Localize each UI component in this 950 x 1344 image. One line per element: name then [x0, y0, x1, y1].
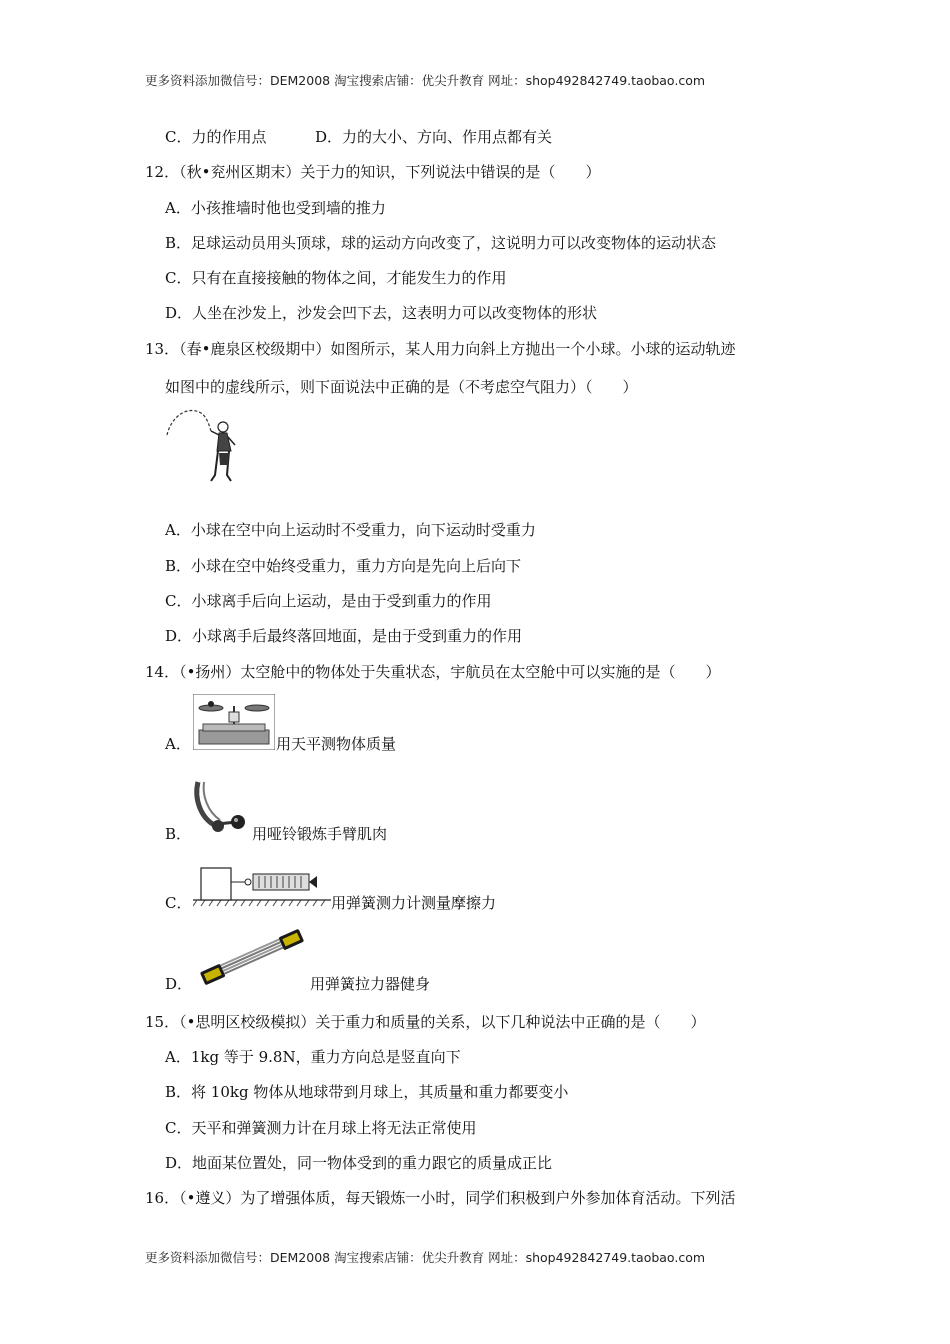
balance-scale-image [193, 694, 275, 750]
q12-stem: 12．（秋•兖州区期末）关于力的知识，下列说法中错误的是（ ） [145, 163, 601, 181]
q15-stem: 15．（•思明区校级模拟）关于重力和质量的关系，以下几种说法中正确的是（ ） [145, 1013, 706, 1031]
q11-option-d: D．力的大小、方向、作用点都有关 [315, 128, 553, 146]
q14-option-b-letter: B． [165, 825, 192, 843]
q14-option-b-text: 用哑铃锻炼手臂肌肉 [252, 825, 388, 843]
q13-option-d: D．小球离手后最终落回地面，是由于受到重力的作用 [165, 627, 523, 645]
q14-option-d-letter: D． [165, 975, 193, 993]
q13-option-c: C．小球离手后向上运动，是由于受到重力的作用 [165, 592, 492, 610]
q11-option-c: C．力的作用点 [165, 128, 267, 146]
q14-option-a-text: 用天平测物体质量 [276, 735, 397, 753]
q13-stem-line2: 如图中的虚线所示，则下面说法中正确的是（不考虑空气阻力）（ ） [165, 378, 638, 396]
q15-option-b: B．将 10kg 物体从地球带到月球上，其质量和重力都要变小 [165, 1083, 569, 1101]
q13-option-b: B．小球在空中始终受重力，重力方向是先向上后向下 [165, 557, 522, 575]
q14-stem: 14．（•扬州）太空舱中的物体处于失重状态，宇航员在太空舱中可以实施的是（ ） [145, 663, 721, 681]
q12-option-a: A．小孩推墙时他也受到墙的推力 [165, 199, 386, 217]
q13-stem-line1: 13．（春•鹿泉区校级期中）如图所示，某人用力向斜上方抛出一个小球。小球的运动轨迹 [145, 340, 736, 358]
q12-option-b: B．足球运动员用头顶球，球的运动方向改变了，这说明力可以改变物体的运动状态 [165, 234, 717, 252]
page-header: 更多资料添加微信号：DEM2008 淘宝搜索店铺：优尖升教育 网址：shop492842749.taobao.com [145, 73, 706, 88]
q16-stem: 16．（•遵义）为了增强体质，每天锻炼一小时，同学们积极到户外参加体育活动。下列活 [145, 1189, 736, 1207]
q13-option-a: A．小球在空中向上运动时不受重力，向下运动时受重力 [165, 521, 536, 539]
q15-option-c: C．天平和弹簧测力计在月球上将无法正常使用 [165, 1119, 477, 1137]
q14-option-a-letter: A． [165, 735, 191, 753]
q14-option-d-text: 用弹簧拉力器健身 [310, 975, 431, 993]
chest-expander-image [196, 924, 308, 990]
q15-option-a: A．1kg 等于 9.8N，重力方向总是竖直向下 [165, 1048, 461, 1066]
q12-option-d: D．人坐在沙发上，沙发会凹下去，这表明力可以改变物体的形状 [165, 304, 598, 322]
dumbbell-arm-image [190, 778, 250, 840]
spring-scale-friction-image [193, 862, 331, 910]
q12-option-c: C．只有在直接接触的物体之间，才能发生力的作用 [165, 269, 507, 287]
q14-option-c-text: 用弹簧测力计测量摩擦力 [331, 894, 497, 912]
page-footer: 更多资料添加微信号：DEM2008 淘宝搜索店铺：优尖升教育 网址：shop492842749.taobao.com [145, 1250, 706, 1265]
q15-option-d: D．地面某位置处，同一物体受到的重力跟它的质量成正比 [165, 1154, 553, 1172]
thrower-figure [163, 405, 243, 487]
q14-option-c-letter: C． [165, 894, 192, 912]
